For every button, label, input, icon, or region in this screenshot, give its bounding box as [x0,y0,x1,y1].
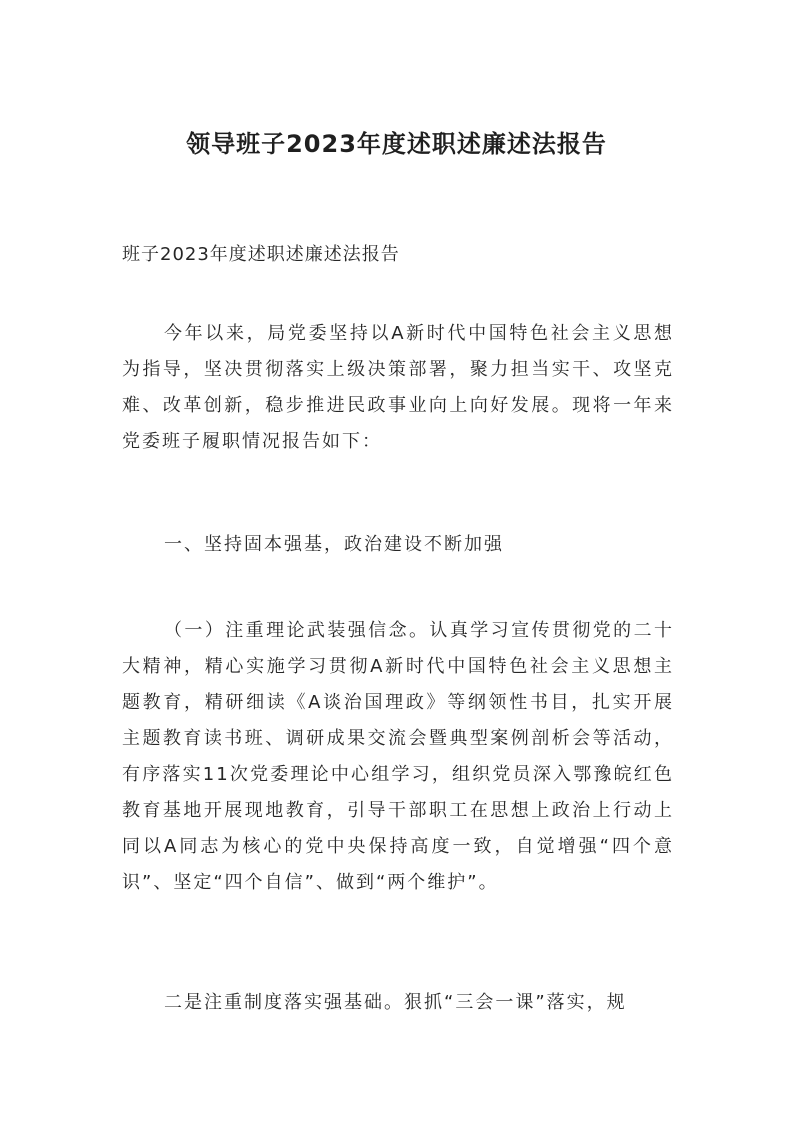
section-one-item-one-paragraph: （一）注重理论武装强信念。认真学习宣传贯彻党的二十大精神，精心实施学习贯彻A新时代中国特色社会主义思想主题教育，精研细读《A谈治国理政》等纲领性书目，扎实开展主题教育读书班、调研成果交流会暨典型案例剖析会等活动，有序落实11次党委理论中心组学习，组织党员深入鄂豫皖红色教育基地开展现地教育，引导干部职工在思想上政治上行动上同以A同志为核心的党中央保持高度一致，自觉增强“四个意识”、坚定“四个自信”、做到“两个维护”。 [122,620,674,893]
page-title: 领导班子2023年度述职述廉述法报告 [186,130,607,158]
section-one-heading: 一、坚持固本强基，政治建设不断加强 [164,534,504,555]
document-subtitle: 班子2023年度述职述廉述法报告 [122,244,400,265]
intro-paragraph: 今年以来，局党委坚持以A新时代中国特色社会主义思想为指导，坚决贯彻落实上级决策部署，聚力担当实干、攻坚克难、改革创新，稳步推进民政事业向上向好发展。现将一年来党委班子履职情况报告如下： [122,323,674,452]
section-one-item-two-paragraph: 二是注重制度落实强基础。狠抓“三会一课”落实，规 [164,992,627,1013]
